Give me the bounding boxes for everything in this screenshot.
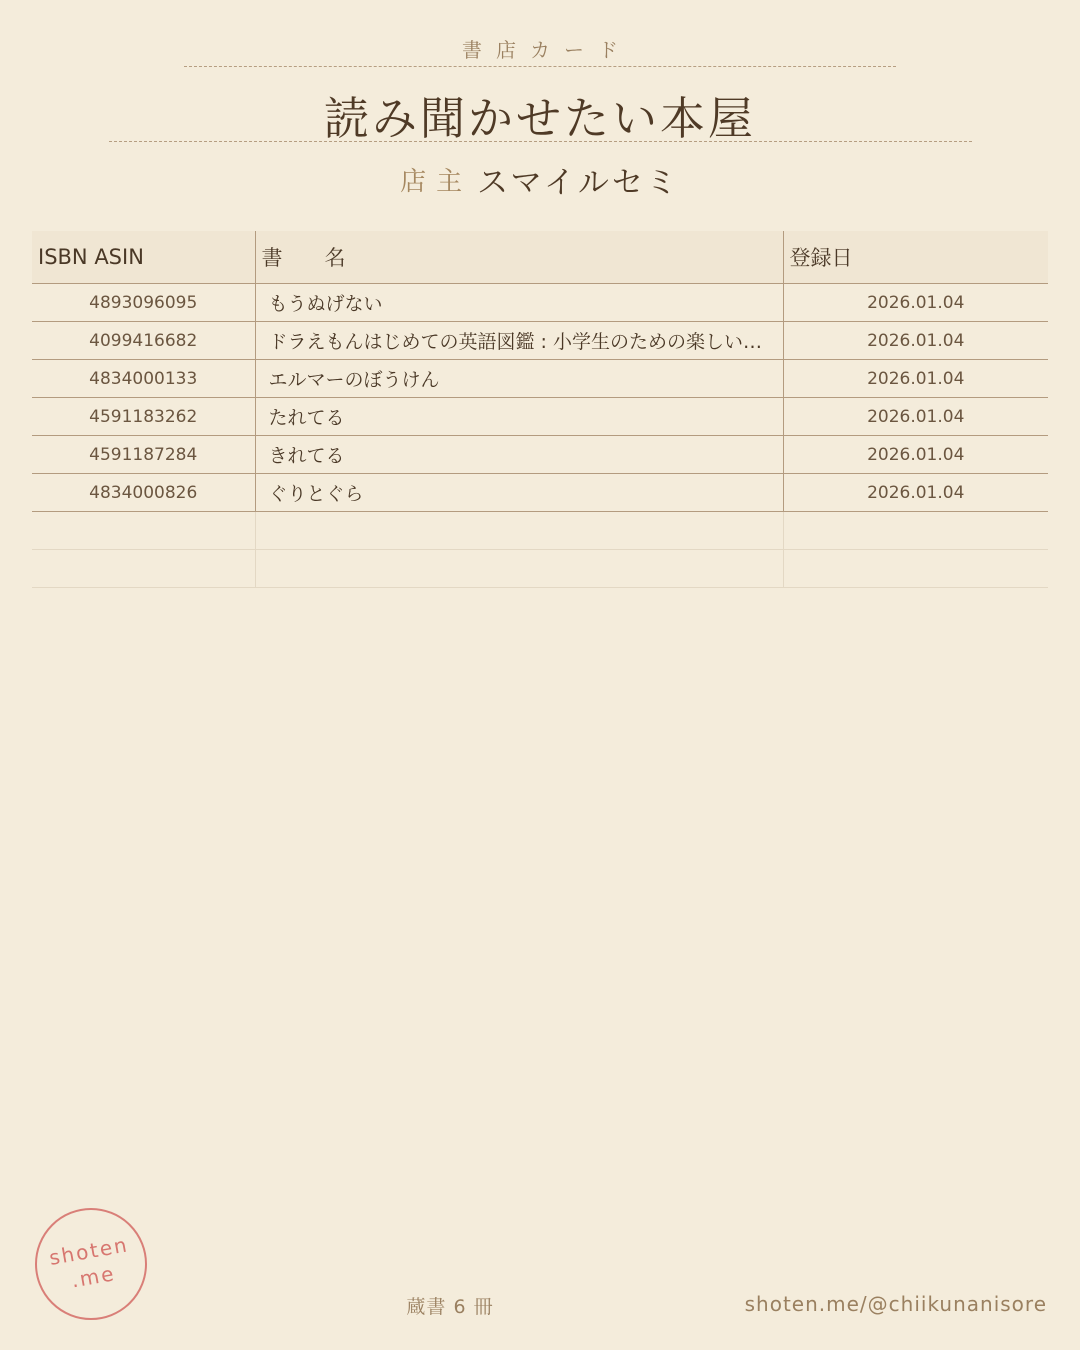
stamp-line-1: shoten bbox=[47, 1232, 131, 1270]
book-name-cell[interactable]: たれてる bbox=[255, 398, 783, 436]
book-table bbox=[32, 231, 1048, 588]
isbn-cell: 4591187284 bbox=[32, 436, 255, 474]
isbn-cell: 4834000826 bbox=[32, 474, 255, 512]
book-name-cell[interactable]: ドラえもんはじめての英語図鑑 : 小学生のための楽しい… bbox=[255, 322, 783, 360]
table-row[interactable] bbox=[32, 284, 1048, 322]
book-name-cell[interactable]: エルマーのぼうけん bbox=[255, 360, 783, 398]
date-cell: 2026.01.04 bbox=[783, 436, 1048, 474]
owner-line bbox=[0, 157, 1080, 202]
empty-cell bbox=[783, 550, 1048, 588]
isbn-cell: 4591183262 bbox=[32, 398, 255, 436]
shop-title: 読み聞かせたい本屋 bbox=[323, 92, 756, 145]
empty-cell bbox=[32, 550, 255, 588]
owner-name: スマイルセミ bbox=[477, 165, 680, 201]
empty-cell bbox=[255, 550, 783, 588]
table-row[interactable] bbox=[32, 398, 1048, 436]
date-cell: 2026.01.04 bbox=[783, 398, 1048, 436]
owner-label: 店主 bbox=[400, 167, 473, 197]
stamp-line-2: .me bbox=[69, 1261, 118, 1293]
card-label: 書店カード bbox=[462, 38, 632, 62]
date-cell: 2026.01.04 bbox=[783, 474, 1048, 512]
empty-row bbox=[32, 512, 1048, 550]
name-column-header: 書 名 bbox=[255, 231, 783, 284]
book-count: 蔵書 6 冊 bbox=[406, 1296, 494, 1318]
table-header-row bbox=[32, 231, 1048, 284]
isbn-cell: 4893096095 bbox=[32, 284, 255, 322]
empty-cell bbox=[255, 512, 783, 550]
top-divider bbox=[184, 66, 896, 67]
book-name-cell[interactable]: もうぬげない bbox=[255, 284, 783, 322]
table-row[interactable] bbox=[32, 322, 1048, 360]
shoten-stamp-logo bbox=[35, 1208, 147, 1320]
empty-cell bbox=[32, 512, 255, 550]
isbn-column-header: ISBN ASIN bbox=[32, 231, 255, 284]
isbn-cell: 4834000133 bbox=[32, 360, 255, 398]
date-cell: 2026.01.04 bbox=[783, 322, 1048, 360]
isbn-cell: 4099416682 bbox=[32, 322, 255, 360]
profile-url-link[interactable]: shoten.me/@chiikunanisore bbox=[744, 1292, 1047, 1316]
book-name-cell[interactable]: ぐりとぐら bbox=[255, 474, 783, 512]
title-divider bbox=[109, 141, 972, 142]
book-name-cell[interactable]: きれてる bbox=[255, 436, 783, 474]
empty-cell bbox=[783, 512, 1048, 550]
table-row[interactable] bbox=[32, 436, 1048, 474]
table-row[interactable] bbox=[32, 474, 1048, 512]
date-cell: 2026.01.04 bbox=[783, 284, 1048, 322]
empty-row bbox=[32, 550, 1048, 588]
date-column-header: 登録日 bbox=[783, 231, 1048, 284]
date-cell: 2026.01.04 bbox=[783, 360, 1048, 398]
table-row[interactable] bbox=[32, 360, 1048, 398]
